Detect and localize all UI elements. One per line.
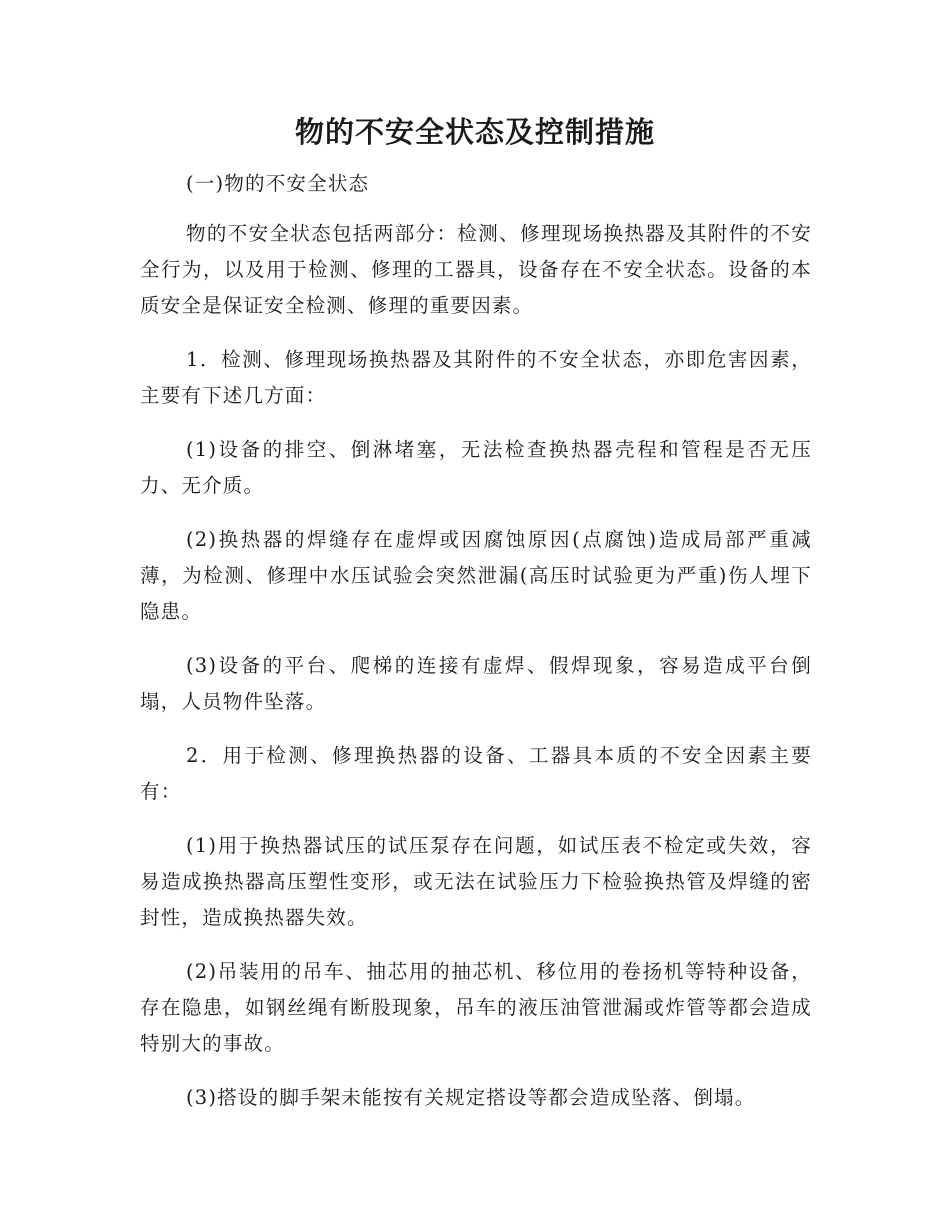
paragraph-item-2-2: (2)吊装用的吊车、抽芯用的抽芯机、移位用的卷扬机等特种设备，存在隐患，如钢丝绳有断股现象，吊车的液压油管泄漏或炸管等都会造成特别大的事故。 bbox=[140, 960, 812, 1055]
paragraph-item-1: 1．检测、修理现场换热器及其附件的不安全状态，亦即危害因素，主要有下述几方面： bbox=[140, 348, 812, 407]
paragraph-item-1-1: (1)设备的排空、倒淋堵塞，无法检查换热器壳程和管程是否无压力、无介质。 bbox=[140, 438, 812, 497]
paragraph-item-1-2: (2)换热器的焊缝存在虚焊或因腐蚀原因(点腐蚀)造成局部严重减薄，为检测、修理中水压试验会突然泄漏(高压时试验更为严重)伤人埋下隐患。 bbox=[140, 528, 812, 623]
paragraph-section-heading: (一)物的不安全状态 bbox=[186, 172, 370, 195]
paragraph-item-2-3: (3)搭设的脚手架未能按有关规定搭设等都会造成坠落、倒塌。 bbox=[186, 1086, 756, 1109]
paragraph-item-1-3: (3)设备的平台、爬梯的连接有虚焊、假焊现象，容易造成平台倒塌，人员物件坠落。 bbox=[140, 654, 812, 713]
paragraph-item-2-1: (1)用于换热器试压的试压泵存在问题，如试压表不检定或失效，容易造成换热器高压塑性变形，或无法在试验压力下检验换热管及焊缝的密封性，造成换热器失效。 bbox=[140, 834, 812, 929]
paragraph-intro: 物的不安全状态包括两部分：检测、修理现场换热器及其附件的不安全行为，以及用于检测、修理的工器具，设备存在不安全状态。设备的本质安全是保证安全检测、修理的重要因素。 bbox=[140, 222, 812, 317]
paragraph-item-2: 2．用于检测、修理换热器的设备、工器具本质的不安全因素主要有： bbox=[140, 744, 812, 803]
document-title: 物的不安全状态及控制措施 bbox=[294, 115, 655, 149]
